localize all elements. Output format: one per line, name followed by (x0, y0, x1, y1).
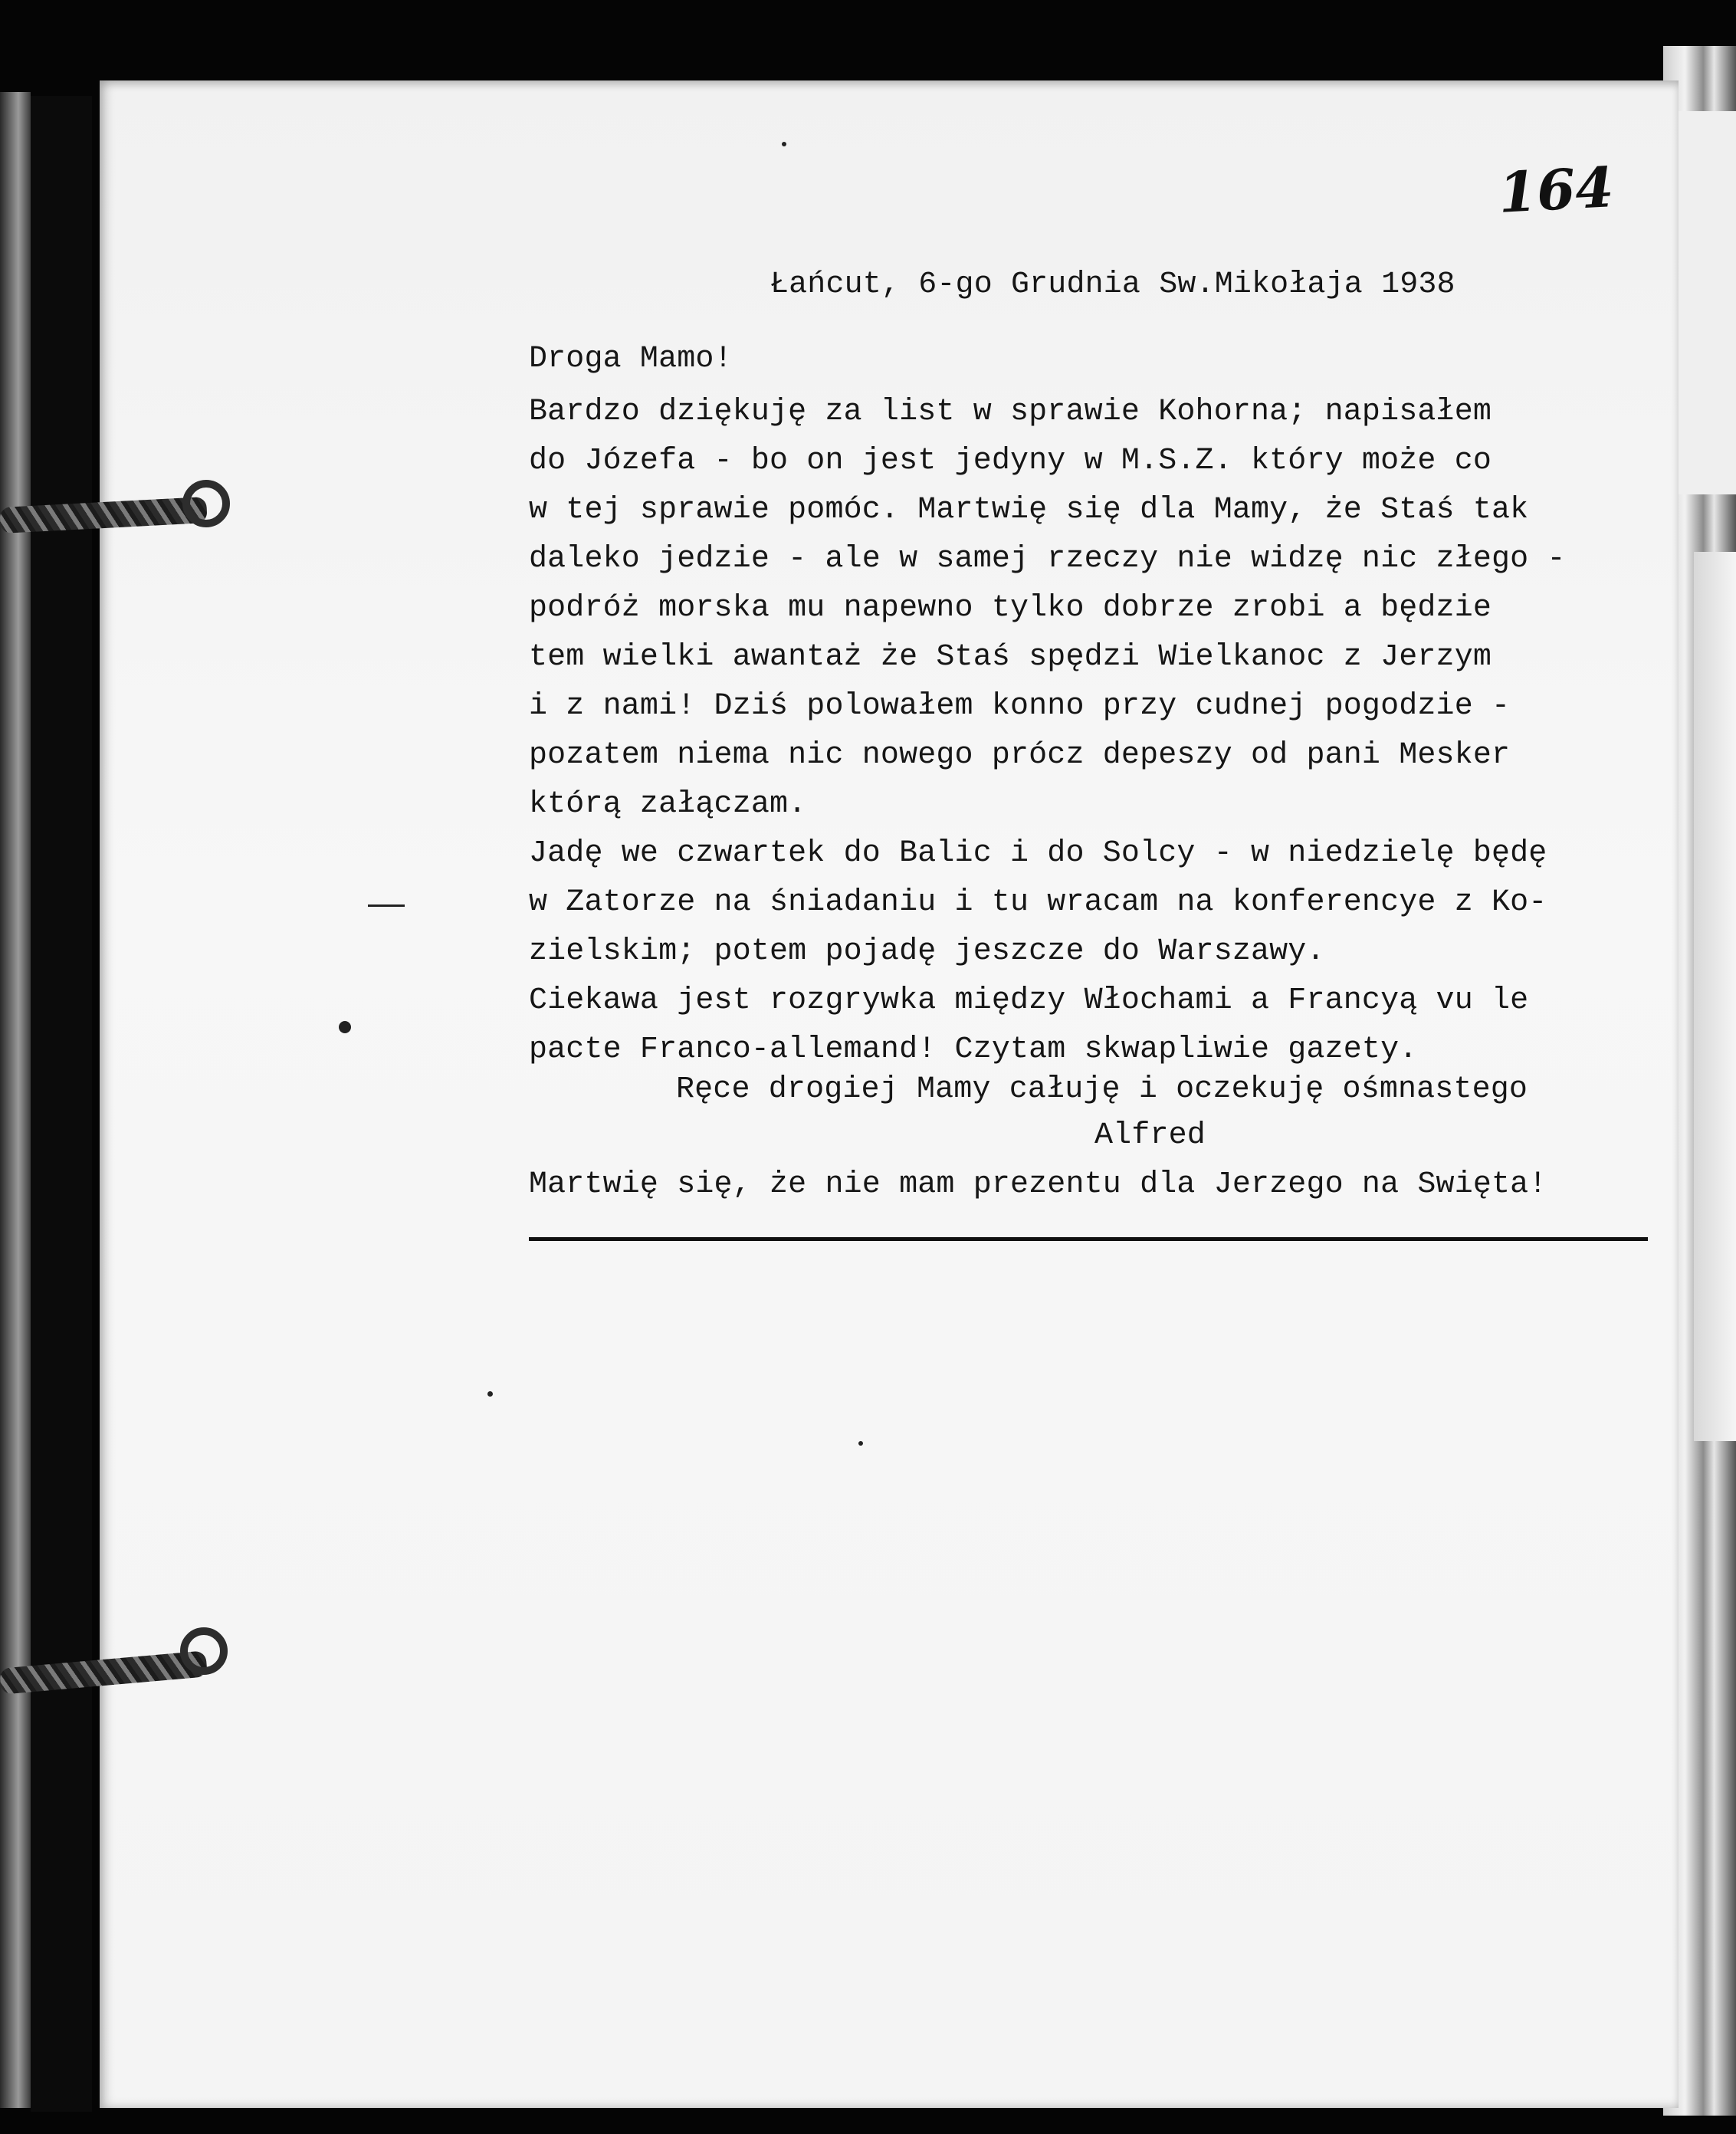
margin-dash (368, 904, 405, 907)
body-line: Bardzo dziękuję za list w sprawie Kohorna; napisałem (529, 395, 1492, 429)
letter-greeting: Droga Mamo! (529, 342, 733, 376)
binding-ring-upper (182, 480, 230, 527)
letter-date: Łańcut, 6-go Grudnia Sw.Mikołaja 1938 (770, 268, 1455, 302)
body-line: w Zatorze na śniadaniu i tu wracam na konferencye z Ko- (529, 885, 1547, 920)
page-number: 164 (1496, 154, 1616, 225)
letter-postscript: Martwię się, że nie mam prezentu dla Jerzego na Swięta! (529, 1167, 1547, 1202)
body-line: pozatem niema nic nowego prócz depeszy od pani Mesker (529, 738, 1511, 773)
body-line: i z nami! Dziś polowałem konno przy cudnej pogodzie - (529, 689, 1511, 724)
page-tab-lower (1694, 552, 1736, 1441)
body-line: tem wielki awantaż że Staś spędzi Wielkanoc z Jerzym (529, 640, 1492, 675)
body-line: którą załączam. (529, 787, 807, 822)
binder-inner-edge (31, 96, 92, 2112)
binder-spine (0, 92, 31, 2108)
body-line: do Józefa - bo on jest jedyny w M.S.Z. który może co (529, 444, 1492, 478)
body-line: zielskim; potem pojadę jeszcze do Warszawy. (529, 934, 1325, 969)
horizontal-rule (529, 1237, 1648, 1241)
body-line: w tej sprawie pomóc. Martwię się dla Mamy, że Staś tak (529, 493, 1529, 527)
body-line: Jadę we czwartek do Balic i do Solcy - w niedzielę będę (529, 836, 1547, 871)
ink-speck (858, 1441, 863, 1446)
body-line: pacte Franco-allemand! Czytam skwapliwie gazety. (529, 1033, 1418, 1067)
body-line: daleko jedzie - ale w samej rzeczy nie widzę nic złego - (529, 542, 1566, 576)
body-line: Ciekawa jest rozgrywka między Włochami a Francyą vu le (529, 983, 1529, 1018)
ink-speck (339, 1021, 351, 1033)
letter-closing: Ręce drogiej Mamy całuję i oczekuję ośmnastego (676, 1072, 1528, 1107)
ink-speck (487, 1391, 493, 1397)
binding-ring-lower (180, 1627, 228, 1675)
letter-signature: Alfred (1094, 1118, 1206, 1153)
ink-speck (782, 142, 786, 146)
page-tab-upper (1675, 111, 1736, 494)
body-line: podróż morska mu napewno tylko dobrze zrobi a będzie (529, 591, 1492, 625)
